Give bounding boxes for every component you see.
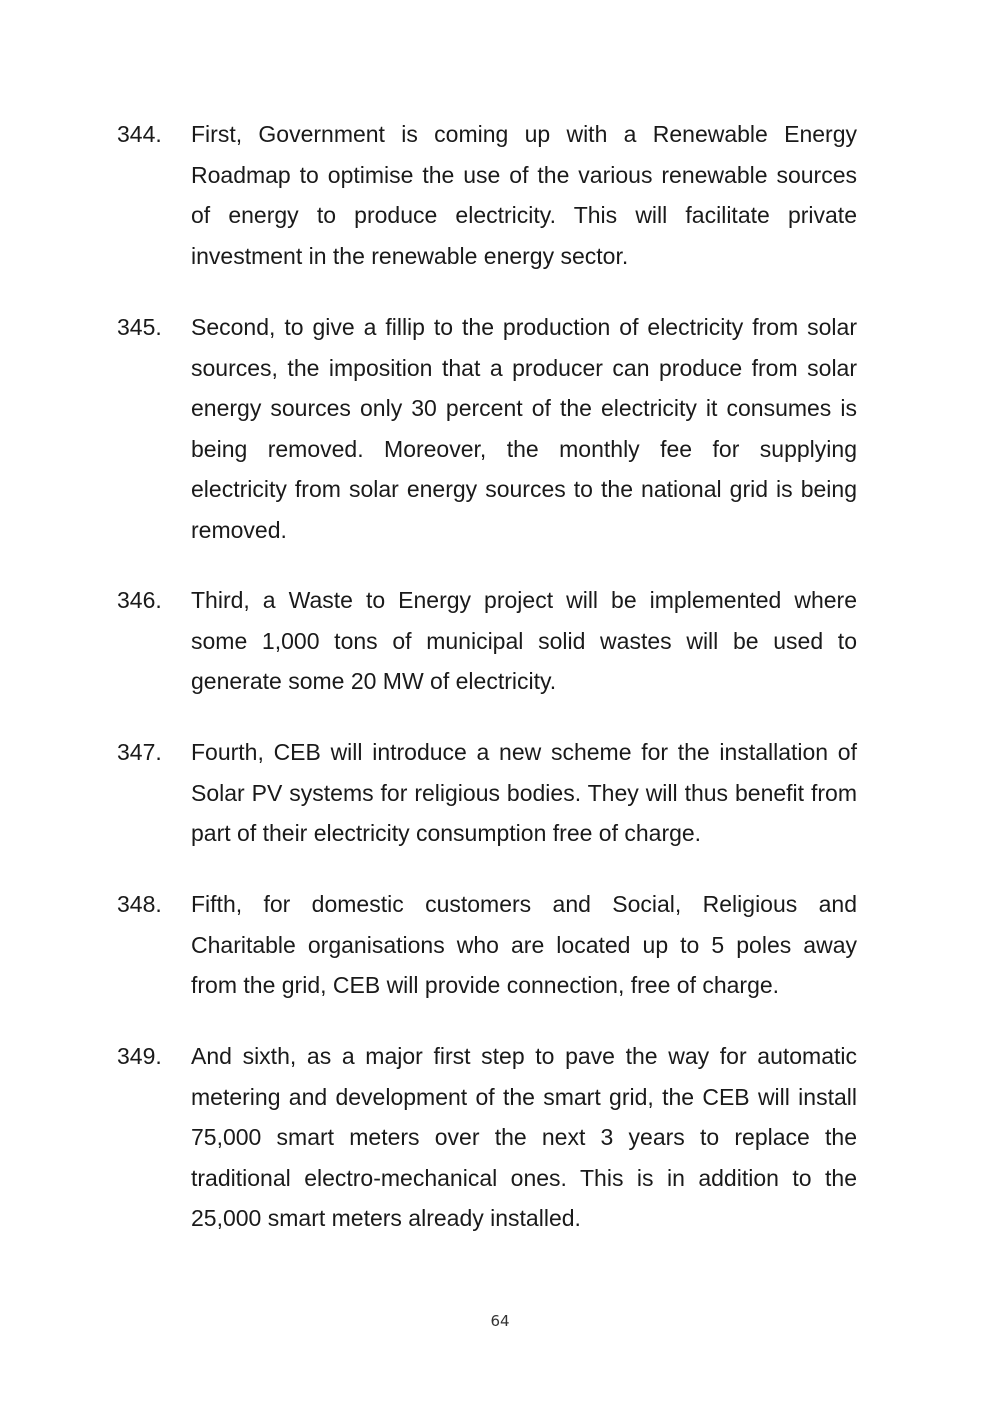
paragraph-text: Fourth, CEB will introduce a new scheme for the installation of Solar PV systems for religious bodies. They will thus benefit from part of their electricity consumption free of charge. [191, 739, 857, 847]
paragraph-text: Third, a Waste to Energy project will be implemented where some 1,000 tons of municipal solid wastes will be used to generate some 20 MW of electricity. [191, 587, 857, 695]
paragraph-number: 348. [117, 891, 162, 917]
paragraph-number: 346. [117, 587, 162, 613]
paragraph-346 [117, 580, 857, 702]
paragraph-349 [117, 1036, 857, 1239]
paragraph-text: First, Government is coming up with a Renewable Energy Roadmap to optimise the use of the various renewable sources of energy to produce electricity. This will facilitate private investment in the renewable energy sector. [191, 121, 857, 269]
page-number: 64 [490, 1312, 510, 1330]
paragraph-text: Second, to give a fillip to the production of electricity from solar sources, the imposition that a producer can produce from solar energy sources only 30 percent of the electricity it consumes is being removed. Moreover, the monthly fee for supplying electricity from solar energy sources to the national grid is being removed. [191, 314, 857, 543]
paragraph-number: 345. [117, 314, 162, 340]
paragraph-348 [117, 884, 857, 1006]
paragraph-344 [117, 114, 857, 276]
paragraph-number: 349. [117, 1043, 162, 1069]
paragraph-number: 347. [117, 739, 162, 765]
paragraph-text: And sixth, as a major first step to pave the way for automatic metering and development of the smart grid, the CEB will install 75,000 smart meters over the next 3 years to replace the traditional electro-mechanical ones. This is in addition to the 25,000 smart meters already installed. [191, 1043, 857, 1232]
paragraph-text: Fifth, for domestic customers and Social, Religious and Charitable organisations who are located up to 5 poles away from the grid, CEB will provide connection, free of charge. [191, 891, 857, 999]
paragraph-number: 344. [117, 121, 162, 147]
paragraph-345 [117, 307, 857, 551]
paragraph-347 [117, 732, 857, 854]
